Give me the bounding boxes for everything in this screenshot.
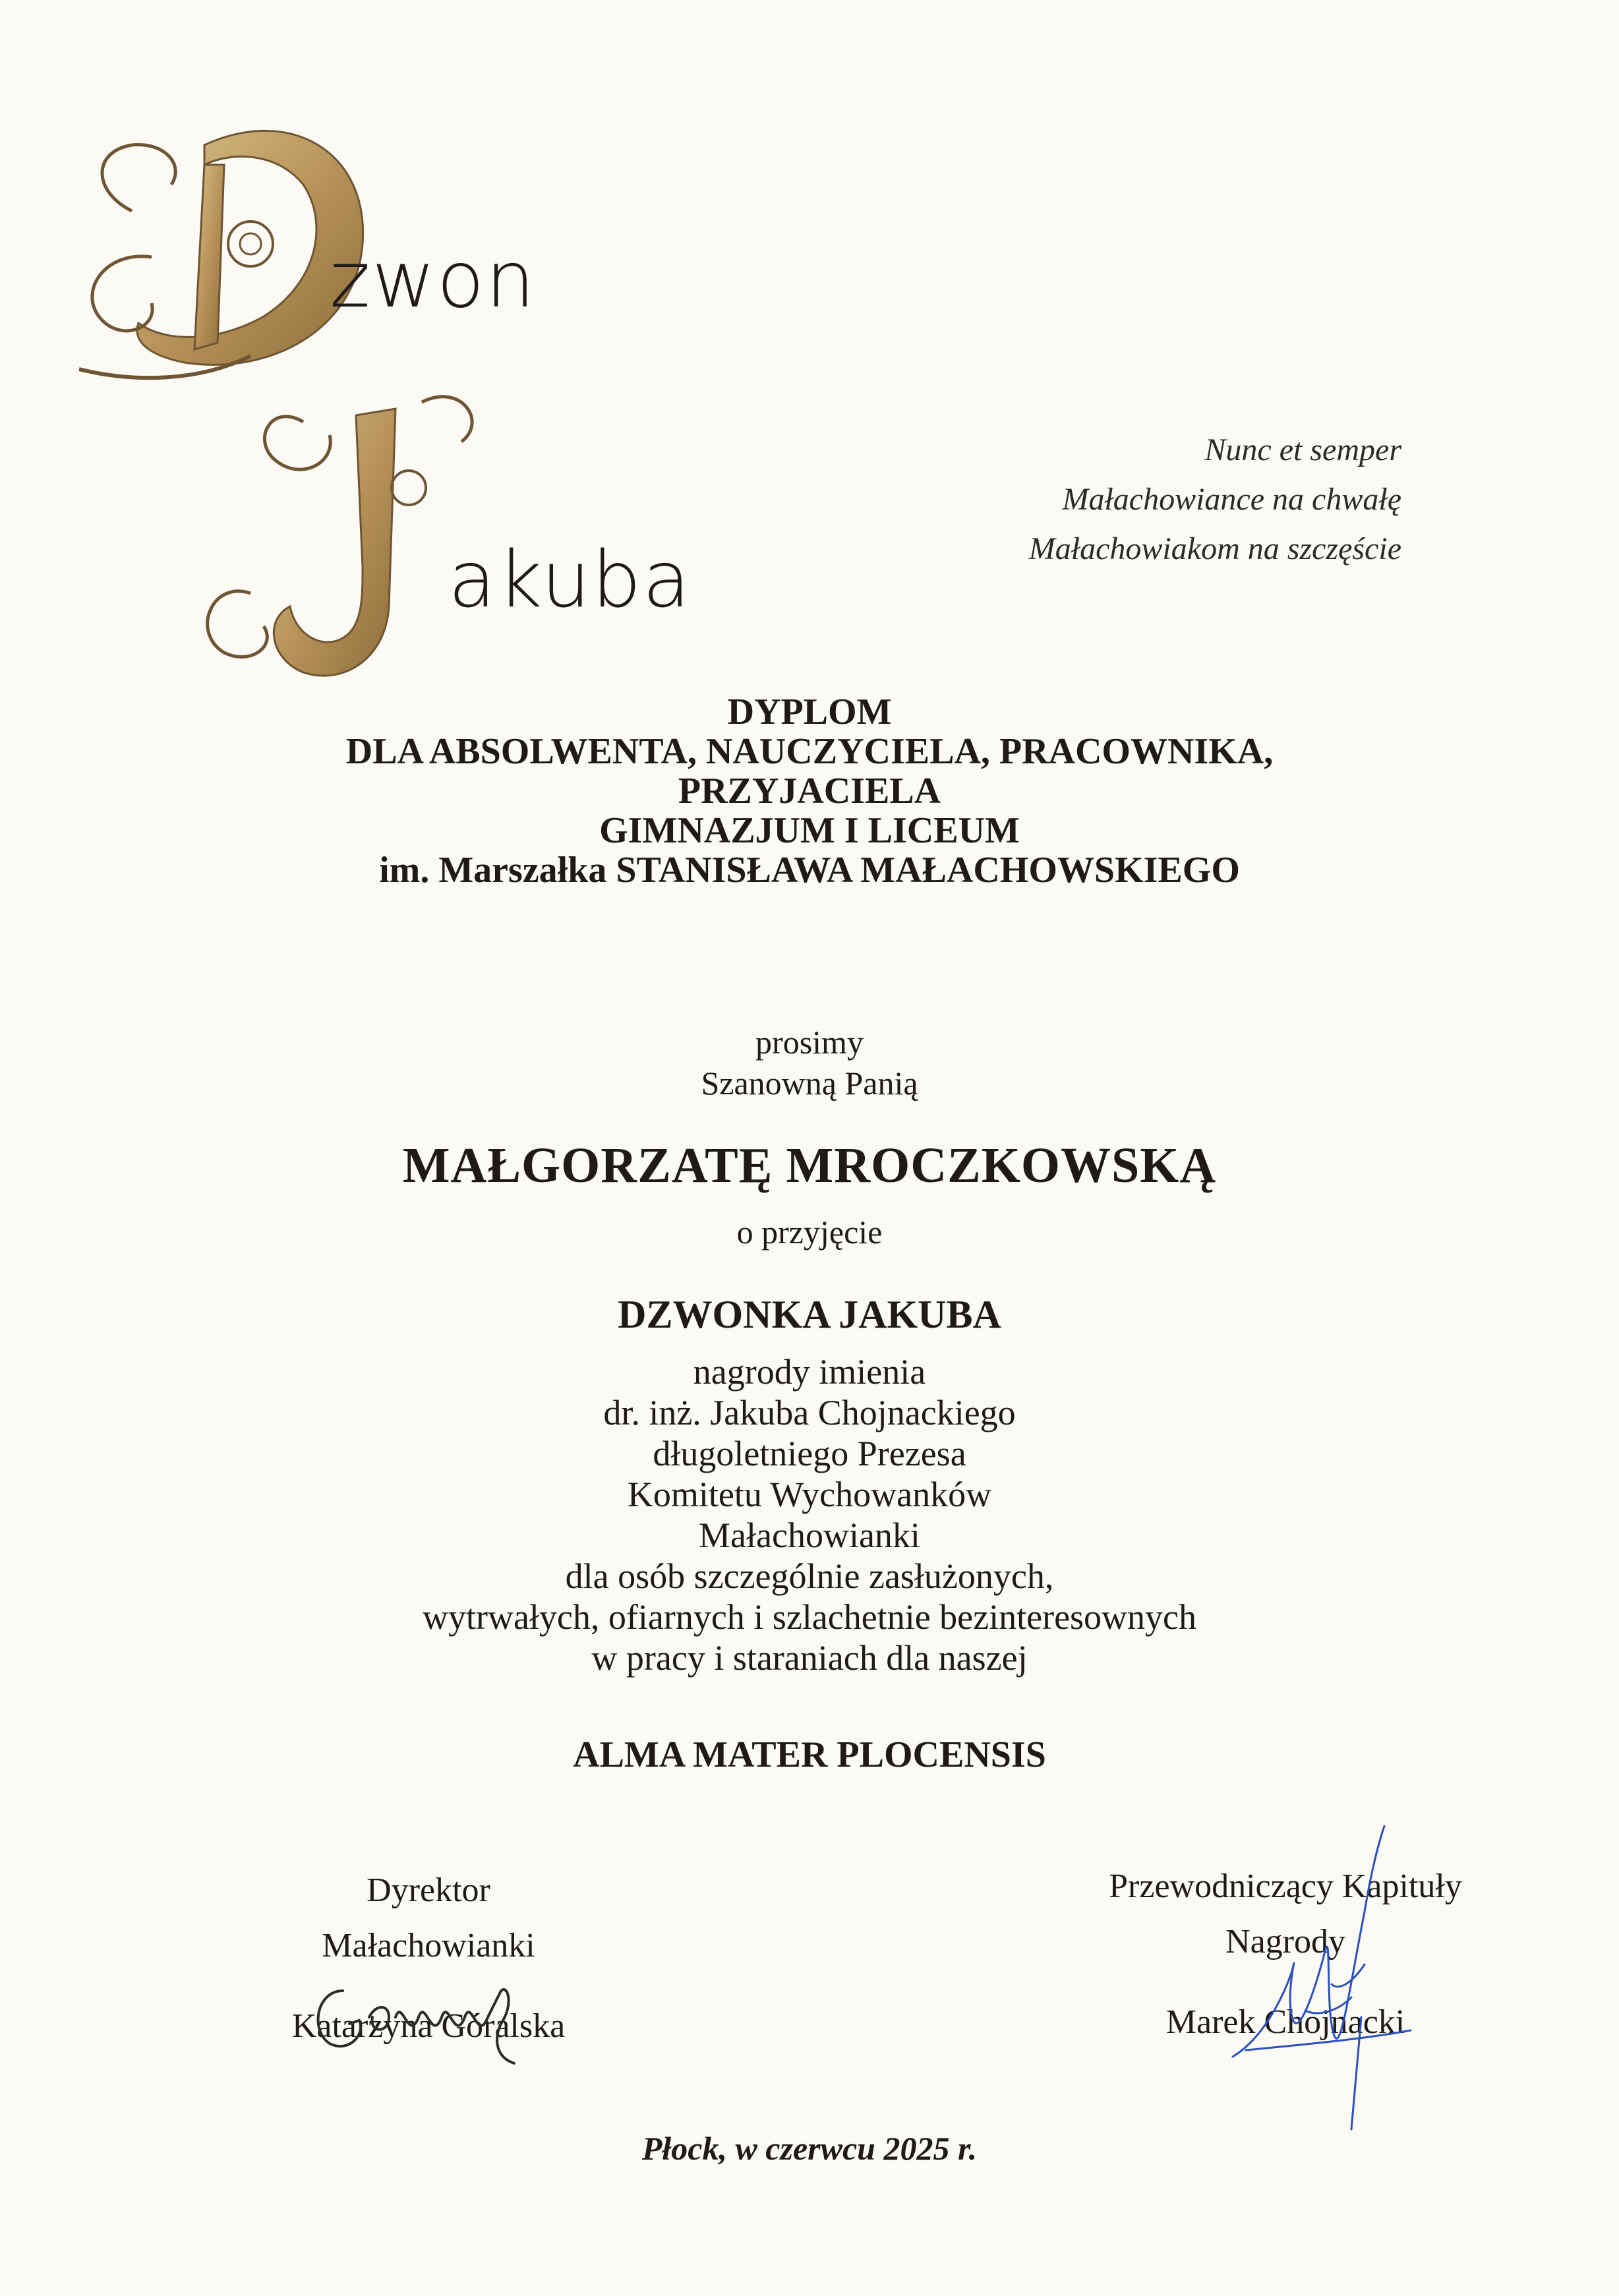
award-line: dr. inż. Jakuba Chojnackiego (603, 1393, 1016, 1432)
motto-line-2: Małachowiance na chwałę (1062, 482, 1401, 517)
handwritten-signature-left (303, 1971, 580, 2070)
award-line: w pracy i staraniach dla naszej (591, 1638, 1028, 1678)
handwritten-signature-right (1226, 1819, 1424, 2136)
request-line-2: Szanowną Panią (701, 1065, 918, 1102)
ornamental-letter-d-icon (79, 131, 363, 378)
award-line: Małachowianki (699, 1516, 920, 1555)
award-line: nagrody imienia (693, 1352, 926, 1392)
award-line: długoletniego Prezesa (653, 1434, 966, 1473)
diploma-heading (0, 692, 1619, 890)
logo-word-akuba: akuba (448, 534, 692, 625)
recipient-name: MAŁGORZATĘ MROCZKOWSKĄ (402, 1138, 1217, 1193)
place-and-date: Płock, w czerwcu 2025 r. (641, 2130, 978, 2167)
award-line: Komitetu Wychowanków (627, 1475, 992, 1514)
dzwon-jakuba-logo (53, 92, 712, 719)
alma-mater: ALMA MATER PLOCENSIS (573, 1734, 1046, 1775)
motto-line-1: Nunc et semper (1204, 432, 1401, 467)
right-role-1: Przewodniczący Kapituły (1109, 1868, 1462, 1905)
right-signer-name: Marek Chojnacki (1165, 2003, 1405, 2041)
ornamental-letter-j-icon (208, 397, 472, 676)
motto-line-3: Małachowiakom na szczęście (1028, 531, 1401, 566)
request-line-1: prosimy (755, 1024, 864, 1061)
heading-line-1: DYPLOM (727, 692, 892, 732)
award-title: DZWONKA JAKUBA (618, 1293, 1001, 1336)
left-role-1: Dyrektor (367, 1871, 490, 1909)
motto (808, 425, 1401, 574)
left-role-2: Małachowianki (322, 1927, 535, 1964)
award-line: dla osób szczególnie zasłużonych, (565, 1556, 1054, 1596)
award-line: wytrwałych, ofiarnych i szlachetnie bezinteresownych (422, 1597, 1197, 1637)
heading-line-5: im. Marszałka STANISŁAWA MAŁACHOWSKIEGO (379, 850, 1240, 891)
right-role-2: Nagrody (1225, 1923, 1345, 1960)
heading-line-2: DLA ABSOLWENTA, NAUCZYCIELA, PRACOWNIKA, (345, 731, 1274, 772)
heading-line-3: PRZYJACIELA (678, 771, 941, 811)
request-line-3: o przyjęcie (736, 1214, 883, 1251)
request-block (0, 1022, 1619, 1104)
heading-line-4: GIMNAZJUM I LICEUM (599, 810, 1020, 851)
award-description (0, 1351, 1619, 1678)
logo-word-zwon: zwon (330, 234, 537, 325)
left-signer-name: Katarzyna Góralska (291, 2007, 566, 2045)
